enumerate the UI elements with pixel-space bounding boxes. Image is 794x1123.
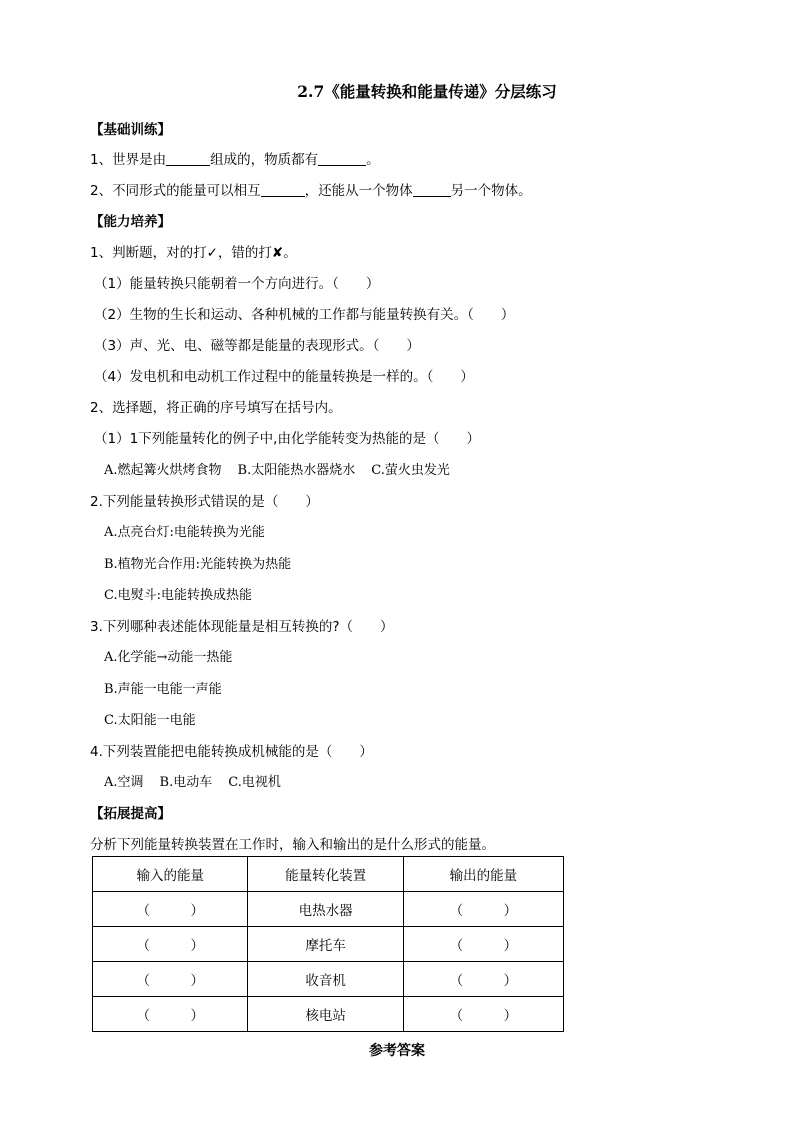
choice-2-option-c[interactable]: C.电熨斗:电能转换成热能 bbox=[104, 588, 252, 603]
header-output-energy: 输出的能量 bbox=[403, 857, 563, 892]
q2-blank-1[interactable] bbox=[261, 182, 305, 197]
output-energy-cell[interactable]: （ ） bbox=[403, 997, 563, 1032]
choice-1-options bbox=[104, 459, 466, 478]
basic-question-2 bbox=[90, 179, 532, 199]
q2-part-b: ，还能从一个物体 bbox=[304, 183, 413, 199]
judge-item-1: （1）能量转换只能朝着一个方向进行。（ ） bbox=[94, 276, 380, 292]
section-ability-heading: 【能力培养】 bbox=[90, 214, 171, 230]
choice-3-question: 3.下列哪种表述能体现能量是相互转换的?（ ） bbox=[90, 619, 394, 635]
answer-heading: 参考答案 bbox=[369, 1043, 425, 1059]
q1-part-b: 组成的，物质都有 bbox=[210, 152, 319, 168]
header-input-energy: 输入的能量 bbox=[93, 857, 248, 892]
table-row bbox=[93, 997, 564, 1032]
input-energy-cell[interactable]: （ ） bbox=[93, 927, 248, 962]
choice-3-option-b[interactable]: B.声能一电能一声能 bbox=[104, 682, 222, 697]
q1-part-a: 1、世界是由 bbox=[90, 152, 167, 168]
device-cell: 摩托车 bbox=[248, 927, 403, 962]
table-row bbox=[93, 892, 564, 927]
q1-part-c: 。 bbox=[366, 152, 380, 168]
output-energy-cell[interactable]: （ ） bbox=[403, 892, 563, 927]
choice-1-option-c[interactable]: C.萤火虫发光 bbox=[371, 463, 450, 478]
choice-1-option-b[interactable]: B.太阳能热水器烧水 bbox=[237, 463, 356, 478]
output-energy-cell[interactable]: （ ） bbox=[403, 962, 563, 997]
q2-blank-2[interactable] bbox=[413, 182, 451, 197]
choice-4-option-b[interactable]: B.电动车 bbox=[159, 775, 213, 790]
choice-intro: 2、选择题，将正确的序号填写在括号内。 bbox=[90, 400, 342, 416]
section-basic-heading: 【基础训练】 bbox=[90, 122, 171, 138]
device-cell: 电热水器 bbox=[248, 892, 403, 927]
choice-2-option-b[interactable]: B.植物光合作用:光能转换为热能 bbox=[104, 557, 292, 572]
choice-4-options bbox=[104, 771, 297, 790]
judge-intro: 1、判断题，对的打✓，错的打✘。 bbox=[90, 245, 297, 261]
basic-question-1 bbox=[90, 148, 380, 168]
q2-part-c: 另一个物体。 bbox=[450, 183, 532, 199]
q1-blank-2[interactable] bbox=[318, 151, 366, 166]
page-title: 2.7《能量转换和能量传递》分层练习 bbox=[297, 82, 557, 101]
judge-item-2: （2）生物的生长和运动、各种机械的工作都与能量转换有关。（ ） bbox=[94, 307, 515, 323]
choice-1-question: （1）1下列能量转化的例子中,由化学能转变为热能的是（ ） bbox=[94, 431, 480, 447]
input-energy-cell[interactable]: （ ） bbox=[93, 962, 248, 997]
choice-2-option-a[interactable]: A.点亮台灯:电能转换为光能 bbox=[104, 525, 265, 540]
judge-item-4: （4）发电机和电动机工作过程中的能量转换是一样的。（ ） bbox=[94, 369, 474, 385]
table-row bbox=[93, 962, 564, 997]
section-extend-heading: 【拓展提高】 bbox=[90, 806, 171, 822]
choice-3-option-c[interactable]: C.太阳能一电能 bbox=[104, 713, 196, 728]
device-cell: 核电站 bbox=[248, 997, 403, 1032]
energy-conversion-table bbox=[92, 856, 564, 1032]
q2-part-a: 2、不同形式的能量可以相互 bbox=[90, 183, 261, 199]
choice-4-option-a[interactable]: A.空调 bbox=[104, 775, 144, 790]
choice-1-option-a[interactable]: A.燃起篝火烘烤食物 bbox=[104, 463, 222, 478]
table-row bbox=[93, 927, 564, 962]
extend-intro: 分析下列能量转换装置在工作时，输入和输出的是什么形式的能量。 bbox=[90, 837, 495, 853]
header-device: 能量转化装置 bbox=[248, 857, 403, 892]
choice-3-option-a[interactable]: A.化学能→动能一热能 bbox=[104, 650, 233, 665]
choice-4-question: 4.下列装置能把电能转换成机械能的是（ ） bbox=[90, 744, 373, 760]
input-energy-cell[interactable]: （ ） bbox=[93, 997, 248, 1032]
choice-4-option-c[interactable]: C.电视机 bbox=[228, 775, 281, 790]
output-energy-cell[interactable]: （ ） bbox=[403, 927, 563, 962]
choice-2-question: 2.下列能量转换形式错误的是（ ） bbox=[90, 494, 319, 510]
judge-item-3: （3）声、光、电、磁等都是能量的表现形式。（ ） bbox=[94, 338, 420, 354]
input-energy-cell[interactable]: （ ） bbox=[93, 892, 248, 927]
table-header-row bbox=[93, 857, 564, 892]
device-cell: 收音机 bbox=[248, 962, 403, 997]
q1-blank-1[interactable] bbox=[166, 151, 210, 166]
